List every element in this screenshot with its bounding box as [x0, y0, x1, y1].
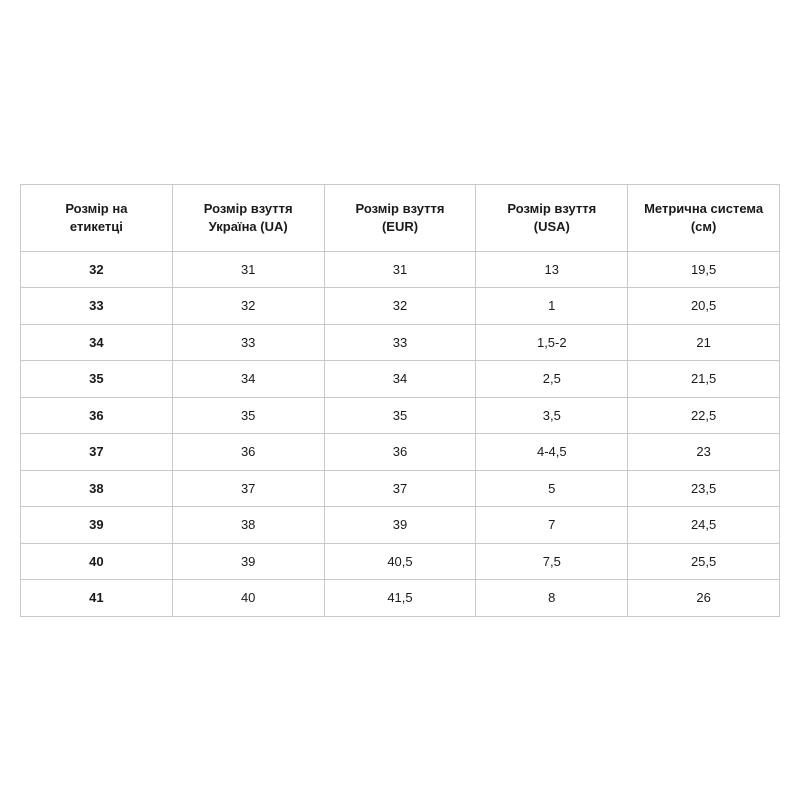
table-row — [21, 397, 780, 434]
table-body — [21, 251, 780, 616]
cell-metric-size: 21,5 — [628, 361, 780, 398]
cell-label-size: 37 — [21, 434, 173, 471]
cell-ua-size: 40 — [172, 580, 324, 617]
cell-eur-size: 41,5 — [324, 580, 476, 617]
cell-usa-size: 3,5 — [476, 397, 628, 434]
cell-label-size: 32 — [21, 251, 173, 288]
table-row — [21, 434, 780, 471]
table-row — [21, 361, 780, 398]
column-header-line-1: Розмір взуття — [507, 200, 597, 216]
table-row — [21, 507, 780, 544]
cell-label-size: 40 — [21, 543, 173, 580]
cell-usa-size: 2,5 — [476, 361, 628, 398]
column-header-line-1: Розмір взуття — [203, 200, 293, 216]
cell-metric-size: 19,5 — [628, 251, 780, 288]
cell-eur-size: 35 — [324, 397, 476, 434]
cell-metric-size: 23,5 — [628, 470, 780, 507]
cell-label-size: 35 — [21, 361, 173, 398]
cell-eur-size: 40,5 — [324, 543, 476, 580]
cell-ua-size: 37 — [172, 470, 324, 507]
cell-metric-size: 25,5 — [628, 543, 780, 580]
cell-ua-size: 38 — [172, 507, 324, 544]
table-row — [21, 543, 780, 580]
column-header-line-1: Розмір взуття — [355, 200, 445, 216]
cell-label-size: 41 — [21, 580, 173, 617]
column-header-line-1: Метрична система — [644, 200, 764, 216]
table-row — [21, 251, 780, 288]
cell-eur-size: 37 — [324, 470, 476, 507]
cell-eur-size: 34 — [324, 361, 476, 398]
cell-eur-size: 32 — [324, 288, 476, 325]
cell-usa-size: 7,5 — [476, 543, 628, 580]
cell-metric-size: 22,5 — [628, 397, 780, 434]
column-header-eur-size — [324, 184, 476, 251]
cell-ua-size: 35 — [172, 397, 324, 434]
cell-usa-size: 4-4,5 — [476, 434, 628, 471]
column-header-label-size — [21, 184, 173, 251]
cell-metric-size: 20,5 — [628, 288, 780, 325]
cell-eur-size: 31 — [324, 251, 476, 288]
cell-metric-size: 23 — [628, 434, 780, 471]
cell-eur-size: 36 — [324, 434, 476, 471]
cell-metric-size: 24,5 — [628, 507, 780, 544]
cell-label-size: 33 — [21, 288, 173, 325]
column-header-line-2: (см) — [690, 218, 717, 234]
table-row — [21, 580, 780, 617]
cell-usa-size: 1 — [476, 288, 628, 325]
cell-metric-size: 21 — [628, 324, 780, 361]
table-header-row — [21, 184, 780, 251]
column-header-line-2: етикетці — [69, 218, 123, 234]
cell-usa-size: 5 — [476, 470, 628, 507]
cell-label-size: 38 — [21, 470, 173, 507]
cell-eur-size: 39 — [324, 507, 476, 544]
cell-label-size: 36 — [21, 397, 173, 434]
shoe-size-table — [20, 184, 780, 617]
cell-ua-size: 33 — [172, 324, 324, 361]
column-header-metric-system — [628, 184, 780, 251]
cell-label-size: 34 — [21, 324, 173, 361]
cell-ua-size: 34 — [172, 361, 324, 398]
column-header-line-2: (EUR) — [381, 218, 419, 234]
column-header-line-2: Україна (UA) — [208, 218, 288, 234]
column-header-ua-size — [172, 184, 324, 251]
cell-usa-size: 1,5-2 — [476, 324, 628, 361]
cell-eur-size: 33 — [324, 324, 476, 361]
column-header-line-2: (USA) — [533, 218, 570, 234]
table-header — [21, 184, 780, 251]
cell-ua-size: 31 — [172, 251, 324, 288]
table-row — [21, 324, 780, 361]
cell-usa-size: 7 — [476, 507, 628, 544]
table-row — [21, 470, 780, 507]
column-header-usa-size — [476, 184, 628, 251]
cell-label-size: 39 — [21, 507, 173, 544]
cell-usa-size: 8 — [476, 580, 628, 617]
cell-usa-size: 13 — [476, 251, 628, 288]
column-header-line-1: Розмір на — [65, 200, 128, 216]
cell-metric-size: 26 — [628, 580, 780, 617]
table-row — [21, 288, 780, 325]
cell-ua-size: 32 — [172, 288, 324, 325]
cell-ua-size: 36 — [172, 434, 324, 471]
cell-ua-size: 39 — [172, 543, 324, 580]
